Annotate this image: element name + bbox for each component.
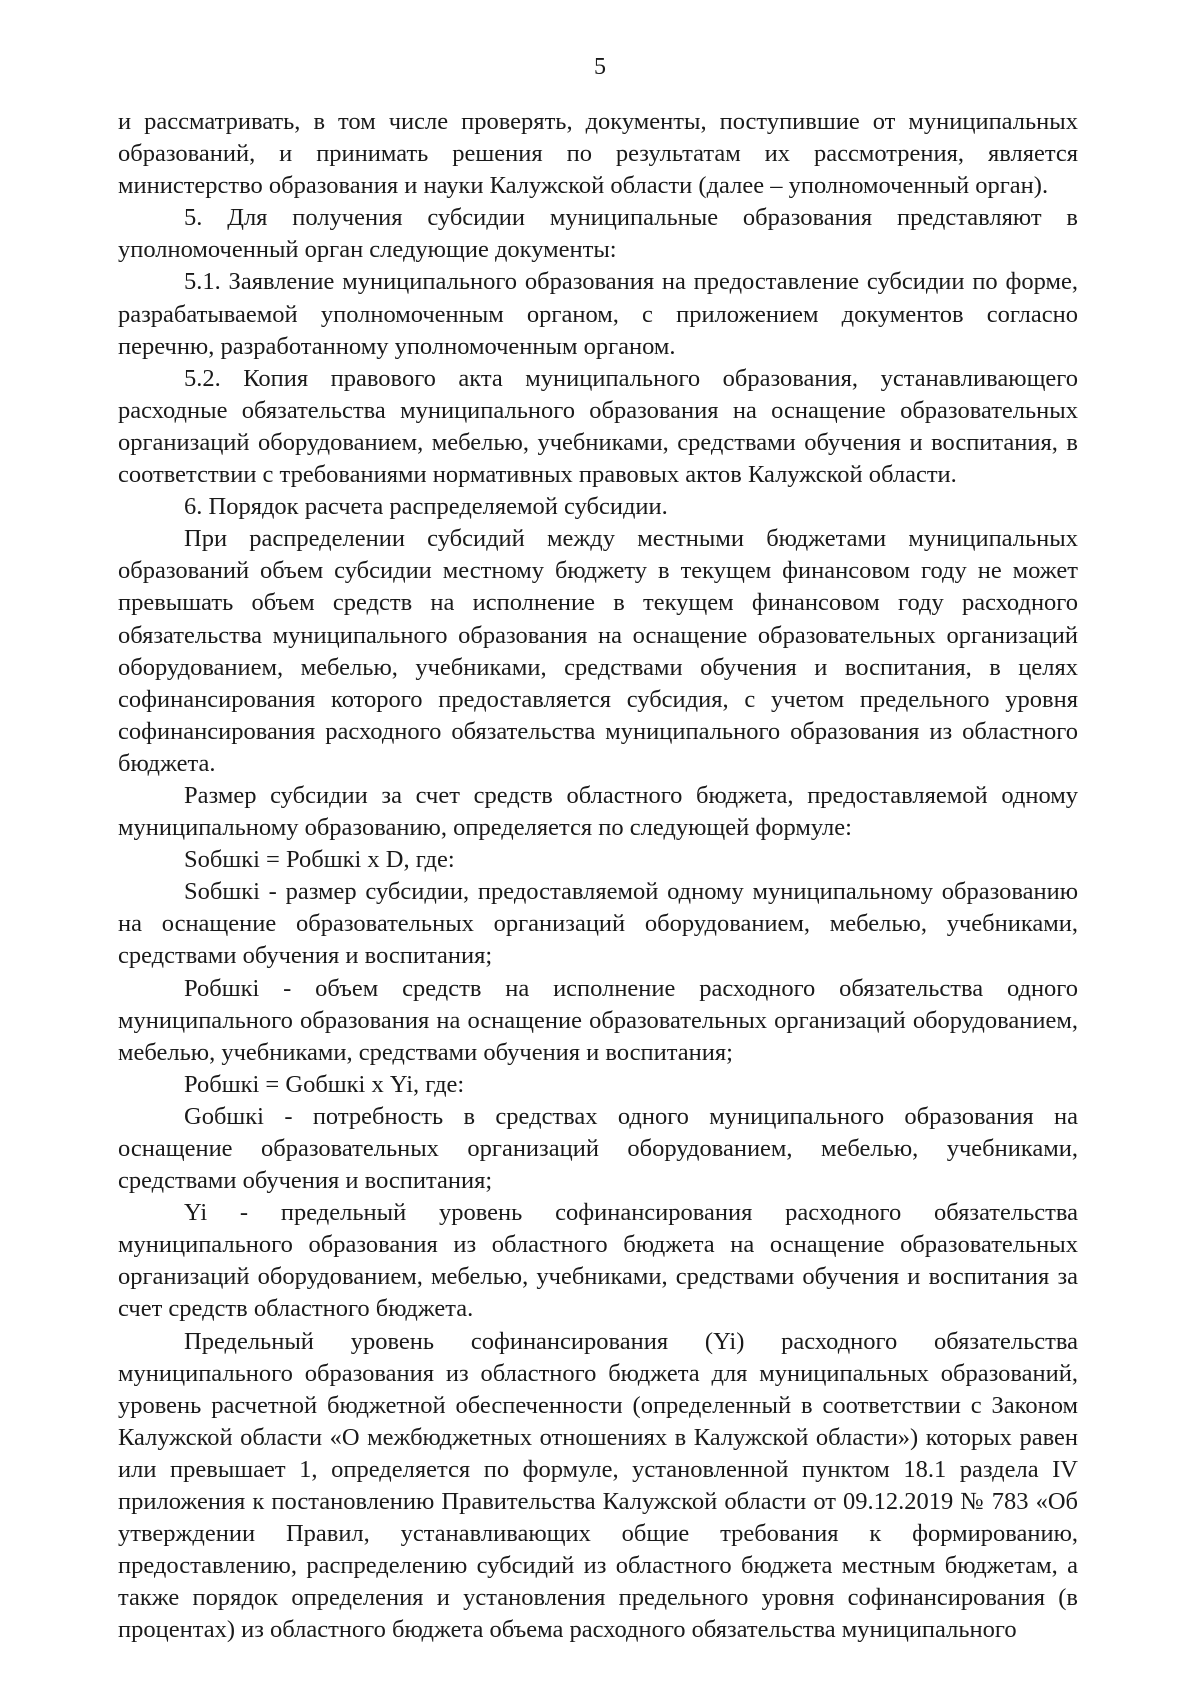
document-body [118,106,1078,1647]
formula-r: Робшкi = Gобшкi х Yi, где: [184,1070,465,1098]
paragraph-limit-level: Предельный уровень софинансирования (Yi) расходного обязательства муниципального образования из областного бюджета для муниципальных образований, уровень расчетной бюджетной обеспеченности (определенный в соответствии с Законом Калужской области «О межбюджетных отношениях в Калужской области») которых равен или превышает 1, определяется по формуле, установленной пунктом 18.1 раздела IV приложения к постановлению Правительства Калужской области от 09.12.2019 № 783 «Об утверждении Правил, устанавливающих общие требования к формированию, предоставлению, распределению субсидий из областного бюджета местным бюджетам, а также порядок определения и установления предельного уровня софинансирования (в процентах) из областного бюджета объема расходного обязательства муниципального [118,1327,1078,1644]
paragraph-item-5-2: 5.2. Копия правового акта муниципального образования, устанавливающего расходные обязательства муниципального образования на оснащение образовательных организаций оборудованием, мебелью, учебниками, средствами обучения и воспитания, в соответствии с требованиями нормативных правовых актов Калужской области. [118,364,1078,489]
paragraph-item-5: 5. Для получения субсидии муниципальные образования представляют в уполномоченный орган следующие документы: [118,204,1078,264]
formula-s: Sобшкi = Робшкi х D, где: [184,846,455,874]
paragraph-item-6: 6. Порядок расчета распределяемой субсидии. [184,493,668,521]
paragraph-continuation: и рассматривать, в том числе проверять, документы, поступившие от муниципальных образований, и принимать решения по результатам их рассмотрения, является министерство образования и науки Калужской области (далее – уполномоченный орган). [118,108,1078,200]
definition-g: Gобшкi - потребность в средствах одного муниципального образования на оснащение образовательных организаций оборудованием, мебелью, учебниками, средствами обучения и воспитания; [118,1102,1078,1195]
paragraph-distribution: При распределении субсидий между местными бюджетами муниципальных образований объем субсидии местному бюджету в текущем финансовом году не может превышать объем средств на исполнение в текущем финансовом году расходного обязательства муниципального образования на оснащение образовательных организаций оборудованием, мебелью, учебниками, средствами обучения и воспитания, в целях софинансирования которого предоставляется субсидия, с учетом предельного уровня софинансирования расходного обязательства муниципального образования из областного бюджета. [118,525,1078,777]
definition-y: Yi - предельный уровень софинансирования расходного обязательства муниципального образования из областного бюджета на оснащение образовательных организаций оборудованием, мебелью, учебниками, средствами обучения и воспитания за счет средств областного бюджета. [118,1199,1078,1323]
paragraph-subsidy-size: Размер субсидии за счет средств областного бюджета, предоставляемой одному муниципальному образованию, определяется по следующей формуле: [118,781,1078,842]
definition-r: Робшкi - объем средств на исполнение расходного обязательства одного муниципального образования на оснащение образовательных организаций оборудованием, мебелью, учебниками, средствами обучения и воспитания; [118,974,1078,1066]
definition-s: Sобшкi - размер субсидии, предоставляемой одному муниципальному образованию на оснащение образовательных организаций оборудованием, мебелью, учебниками, средствами обучения и воспитания; [118,878,1078,970]
paragraph-item-5-1: 5.1. Заявление муниципального образования на предоставление субсидии по форме, разрабатываемой уполномоченным органом, с приложением документов согласно перечню, разработанному уполномоченным органом. [118,268,1078,360]
page-number: 5 [594,54,606,80]
